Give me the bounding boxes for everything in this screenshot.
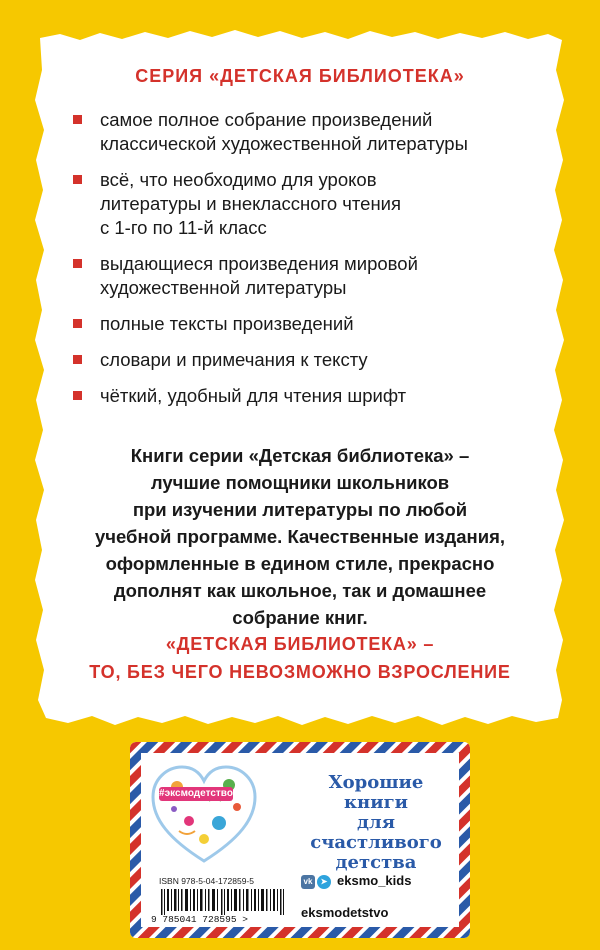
red-square-bullet — [73, 259, 82, 268]
barcode-icon — [159, 889, 287, 915]
red-square-bullet — [73, 355, 82, 364]
barcode-number: 9 785041 728595 > — [151, 914, 248, 925]
social-handle-row — [301, 873, 411, 889]
list-item-text: словари и примечания к тексту — [100, 349, 368, 370]
heart-logo-icon — [149, 761, 259, 871]
list-item-text: самое полное собрание произведений классической художественной литературы — [100, 109, 468, 154]
postcard-tagline: Хорошие книги для счастливого детства — [310, 772, 442, 873]
airmail-postcard — [130, 742, 470, 938]
list-item-text: полные тексты произведений — [100, 313, 354, 334]
list-item — [70, 348, 510, 372]
brand-hashtag: #эксмодетство — [159, 788, 233, 799]
series-title: СЕРИЯ «ДЕТСКАЯ БИБЛИОТЕКА» — [135, 66, 465, 86]
list-item — [70, 312, 510, 336]
vk-icon: vk — [301, 875, 315, 889]
list-item — [70, 168, 510, 240]
isbn-label: ISBN 978-5-04-172859-5 — [159, 876, 254, 886]
red-square-bullet — [73, 115, 82, 124]
series-slogan: «ДЕТСКАЯ БИБЛИОТЕКА» – ТО, БЕЗ ЧЕГО НЕВОЗМОЖНО ВЗРОСЛЕНИЕ — [89, 634, 511, 682]
social-handle: eksmo_kids — [337, 873, 412, 888]
list-item-text: выдающиеся произведения мировой художественной литературы — [100, 253, 418, 298]
postcard-body — [141, 753, 459, 927]
red-square-bullet — [73, 319, 82, 328]
website-name: eksmodetstvo — [301, 905, 389, 920]
list-item — [70, 108, 510, 156]
series-description: Книги серии «Детская библиотека» – лучшие помощники школьников при изучении литературы по любой учебной программе. Качественные издания, оформленные в едином стиле, прекрасно дополнят как школьное, так и домашнее собрание книг. — [94, 445, 506, 628]
list-item-text: всё, что необходимо для уроков литературы и внеклассного чтения с 1-го по 11-й класс — [100, 169, 402, 238]
list-item — [70, 252, 510, 300]
list-item — [70, 384, 510, 408]
red-square-bullet — [73, 175, 82, 184]
website-row — [301, 905, 388, 920]
red-square-bullet — [73, 391, 82, 400]
feature-list — [70, 108, 510, 408]
telegram-icon: ➤ — [317, 875, 331, 889]
list-item-text: чёткий, удобный для чтения шрифт — [100, 385, 407, 406]
